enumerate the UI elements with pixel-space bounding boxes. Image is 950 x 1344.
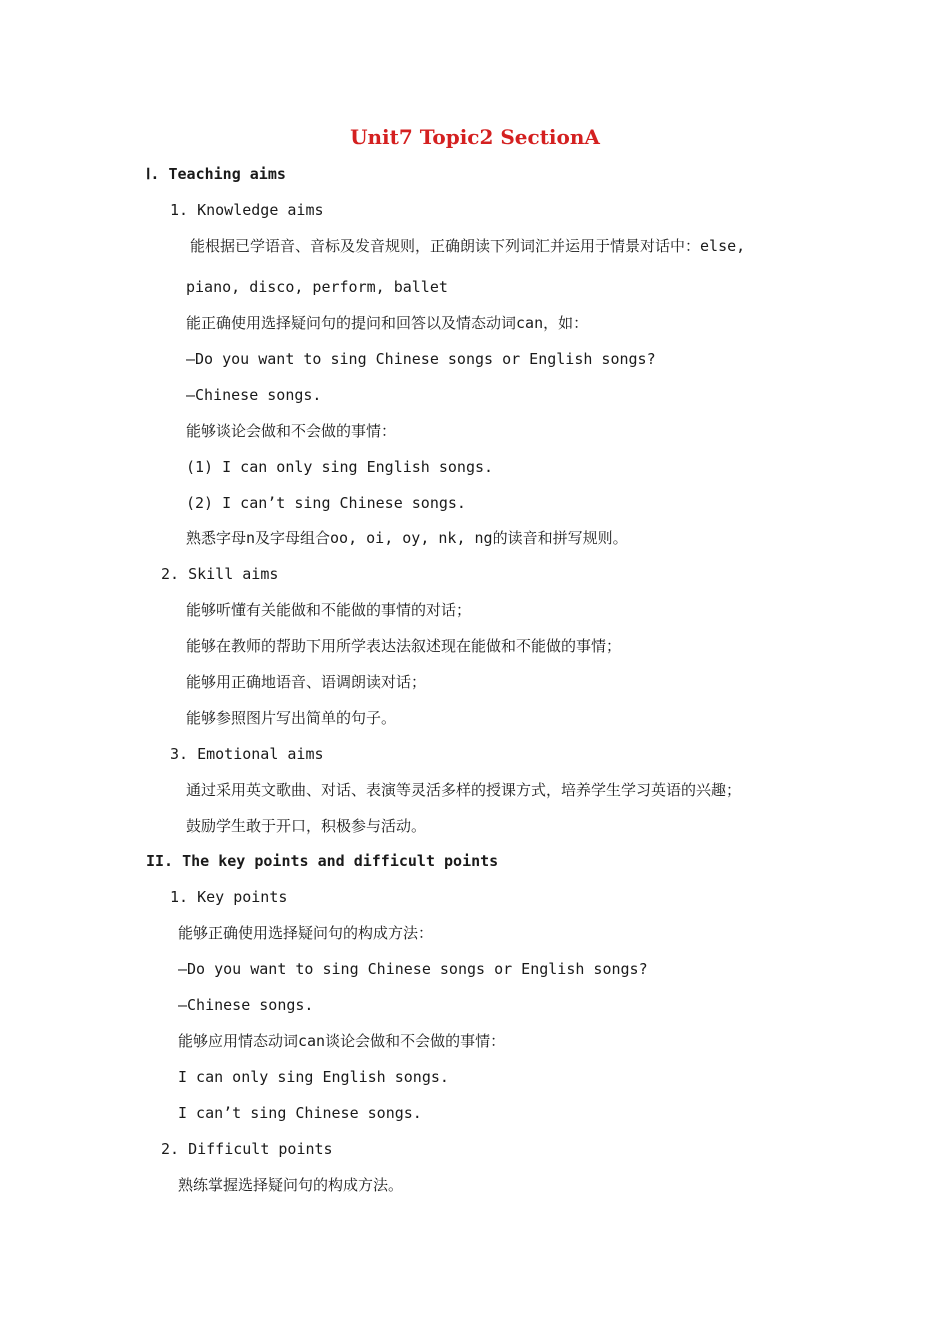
key-point-line: 能够正确使用选择疑问句的构成方法： xyxy=(178,924,434,942)
emotional-aim-line: 通过采用英文歌曲、对话、表演等灵活多样的授课方式，培养学生学习英语的兴趣； xyxy=(186,781,742,799)
key-point-line: —Do you want to sing Chinese songs or English songs? xyxy=(178,960,648,978)
section-teaching-aims-heading: Ⅰ. Teaching aims xyxy=(146,165,286,183)
key-point-line: 能够应用情态动词can谈论会做和不会做的事情： xyxy=(178,1032,506,1050)
key-point-line: I can only sing English songs. xyxy=(178,1068,449,1086)
section-key-points-heading: II. The key points and difficult points xyxy=(146,852,499,870)
knowledge-aim-line: —Do you want to sing Chinese songs or English songs? xyxy=(186,350,656,368)
key-point-line: —Chinese songs. xyxy=(178,996,314,1014)
emotional-aim-line: 鼓励学生敢于开口，积极参与活动。 xyxy=(186,817,427,835)
knowledge-aims-heading: 1. Knowledge aims xyxy=(170,201,324,219)
knowledge-aim-line: (2) I can’t sing Chinese songs. xyxy=(186,494,466,512)
difficult-point-line: 熟练掌握选择疑问句的构成方法。 xyxy=(178,1176,404,1194)
knowledge-aim-line: 能够谈论会做和不会做的事情： xyxy=(186,422,397,440)
key-point-line: I can’t sing Chinese songs. xyxy=(178,1104,422,1122)
skill-aim-line: 能够参照图片写出简单的句子。 xyxy=(186,709,397,727)
knowledge-aim-line: 能根据已学语音、音标及发音规则，正确朗读下列词汇并运用于情景对话中：else, xyxy=(190,237,746,255)
knowledge-aim-line: (1) I can only sing English songs. xyxy=(186,458,494,476)
emotional-aims-heading: 3. Emotional aims xyxy=(170,745,324,763)
knowledge-aim-line: 能正确使用选择疑问句的提问和回答以及情态动词can，如： xyxy=(186,314,589,332)
knowledge-aim-line: piano, disco, perform, ballet xyxy=(186,278,448,296)
skill-aims-heading: 2. Skill aims xyxy=(161,565,279,583)
document-title: Unit7 Topic2 SectionA xyxy=(350,125,600,149)
skill-aim-line: 能够听懂有关能做和不能做的事情的对话； xyxy=(186,601,472,619)
difficult-points-heading: 2. Difficult points xyxy=(161,1140,333,1158)
knowledge-aim-line: —Chinese songs. xyxy=(186,386,322,404)
skill-aim-line: 能够在教师的帮助下用所学表达法叙述现在能做和不能做的事情； xyxy=(186,637,622,655)
knowledge-aim-line: 熟悉字母n及字母组合oo, oi, oy, nk, ng的读音和拼写规则。 xyxy=(186,529,628,547)
skill-aim-line: 能够用正确地语音、语调朗读对话； xyxy=(186,673,427,691)
key-points-heading: 1. Key points xyxy=(170,888,288,906)
